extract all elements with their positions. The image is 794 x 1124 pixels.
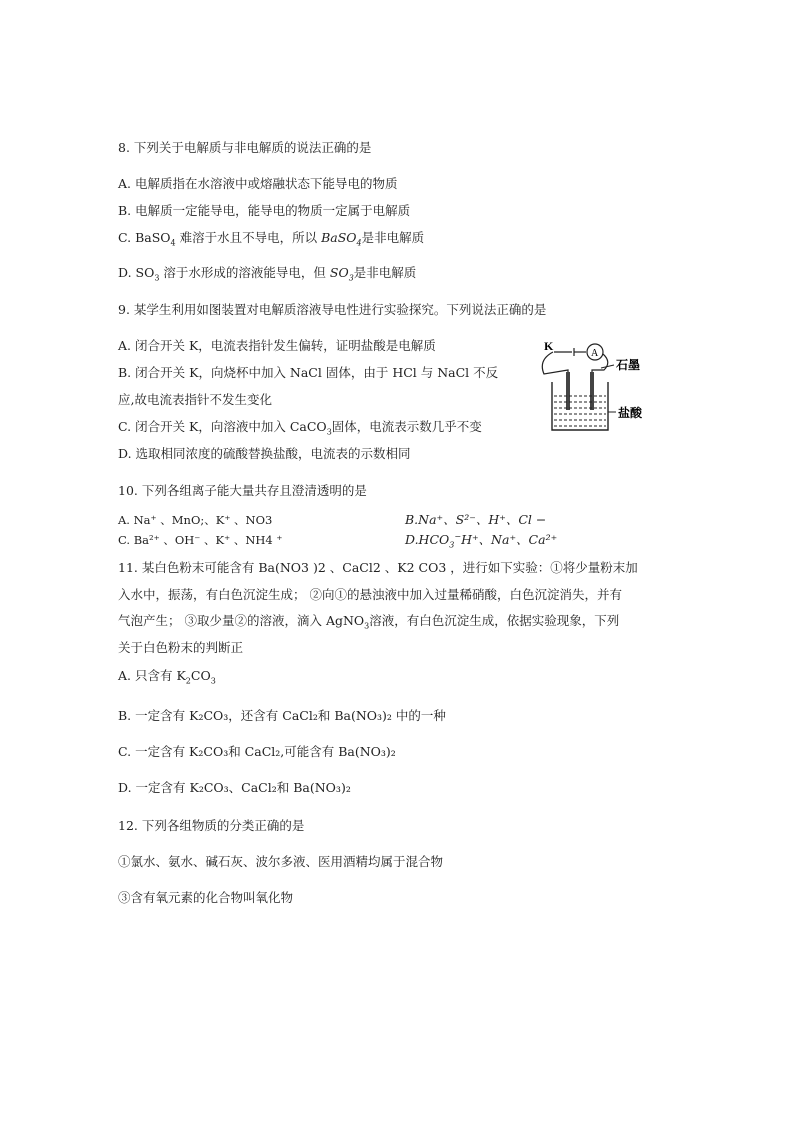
beaker: [552, 382, 608, 430]
acid-label: 盐酸: [618, 406, 643, 420]
q10-option-b: B.Na⁺、S²⁻、H⁺、Cl −: [405, 512, 547, 527]
q9-stem: 9. 某学生利用如图装置对电解质溶液导电性进行实验探究。下列说法正确的是: [118, 302, 547, 317]
q9-option-d: D. 选取相同浓度的硫酸替换盐酸，电流表的示数相同: [118, 446, 411, 461]
q11-stem-line4: 关于白色粉末的判断正: [118, 640, 244, 655]
q8-option-b: B. 电解质一定能导电，能导电的物质一定属于电解质: [118, 203, 411, 218]
graphite-label: 石墨: [616, 358, 641, 372]
q10-option-d: $D.HCO_3^-H^+$、Na⁺、Ca²⁺: [405, 531, 558, 550]
q12-stem: 12. 下列各组物质的分类正确的是: [118, 818, 305, 833]
q11-stem-line3: 气泡产生； ③取少量②的溶液，滴入 AgNO$_3$溶液，有白色沉淀生成，依据实验现象，下列: [118, 613, 620, 631]
q8-option-a: A. 电解质指在水溶液中或熔融状态下能导电的物质: [118, 176, 398, 191]
q10-option-a: A. Na⁺ 、MnO;、K⁺ 、NO3: [118, 513, 273, 527]
q12-statement-3: ③含有氧元素的化合物叫氧化物: [118, 890, 294, 905]
q11-option-d: D. 一定含有 K₂CO₃、CaCl₂和 Ba(NO₃)₂: [118, 780, 351, 795]
q10-option-c: C. Ba²⁺ 、OH⁻ 、K⁺ 、NH4 ⁺: [118, 533, 283, 547]
q9-option-b-line2: 应,故电流表指针不发生变化: [118, 392, 272, 407]
right-electrode: [590, 372, 594, 410]
q8-option-c: C. BaSO$_4$ 难溶于水且不导电，所以 BaSO$_4$是非电解质: [118, 230, 425, 248]
switch-k-label: K: [544, 339, 554, 353]
q10-stem: 10. 下列各组离子能大量共存且澄清透明的是: [118, 483, 367, 498]
q11-option-a: A. 只含有 $K_2CO_3$: [118, 668, 216, 686]
q11-option-c: C. 一定含有 K₂CO₃和 CaCl₂,可能含有 Ba(NO₃)₂: [118, 744, 396, 759]
q8-stem: 8. 下列关于电解质与非电解质的说法正确的是: [118, 140, 372, 155]
q9-option-c: C. 闭合开关 K，向溶液中加入 CaCO$_3$固体，电流表示数几乎不变: [118, 419, 482, 437]
q12-statement-1: ①氯水、氨水、碱石灰、波尔多液、医用酒精均属于混合物: [118, 854, 444, 869]
left-electrode: [566, 372, 570, 410]
q11-stem-line1: 11. 某白色粉末可能含有 Ba(NO3 )2 、CaCl2 、K2 CO3 ，进行如下实验：①将少量粉末加: [118, 560, 638, 575]
electrolysis-apparatus-diagram: [528, 338, 658, 438]
wire-left: [542, 352, 568, 408]
ammeter-label: A: [591, 348, 599, 359]
q11-option-b: B. 一定含有 K₂CO₃，还含有 CaCl₂和 Ba(NO₃)₂ 中的一种: [118, 708, 446, 723]
q9-option-a: A. 闭合开关 K，电流表指针发生偏转，证明盐酸是电解质: [118, 338, 436, 353]
q8-option-d: D. $SO_3$ 溶于水形成的溶液能导电，但 $SO_3$是非电解质: [118, 265, 417, 283]
wire-right: [592, 354, 608, 408]
q11-stem-line2: 入水中，振荡，有白色沉淀生成； ②向①的悬浊液中加入过量稀硝酸，白色沉淀消失，并有: [118, 587, 622, 602]
q9-option-b-line1: B. 闭合开关 K，向烧杯中加入 NaCl 固体，由于 HCl 与 NaCl 不反: [118, 365, 499, 380]
